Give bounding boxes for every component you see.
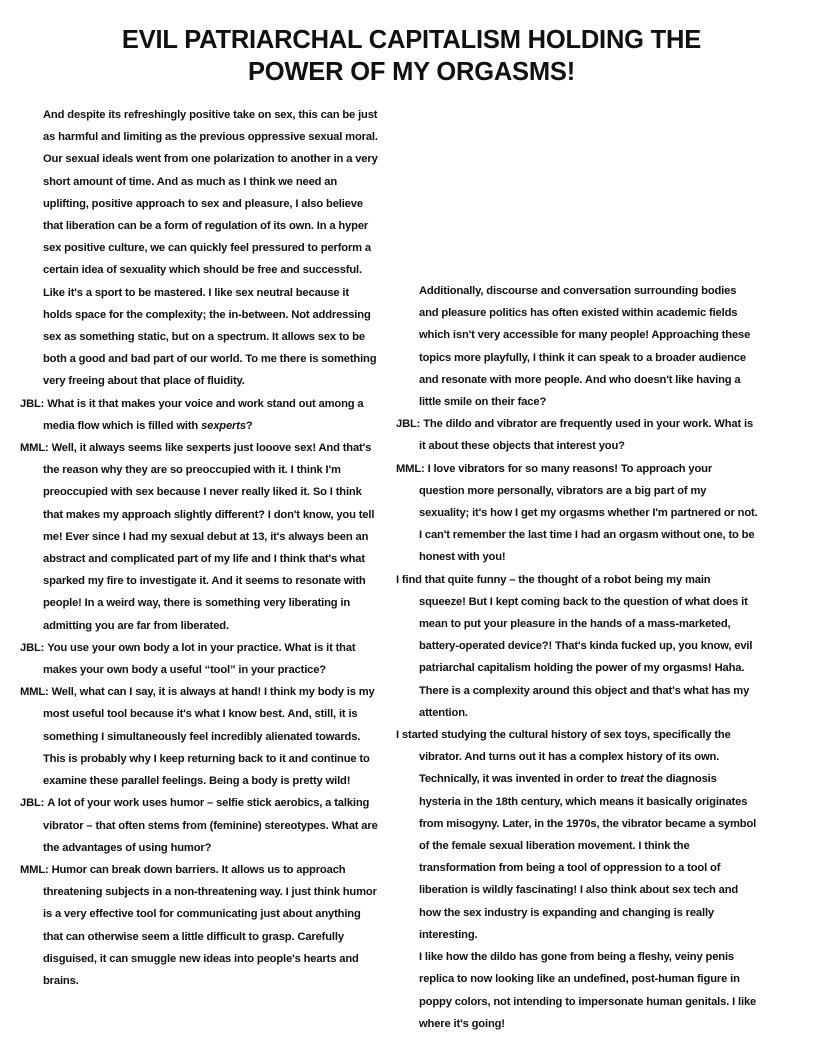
page-title [0, 24, 823, 88]
right-column [396, 280, 758, 1035]
question-text: A lot of your work uses humor – selfie stick aerobics, a talking vibrator – that often stems from (feminine) stereotypes. What are the advantages of using humor? [43, 797, 378, 854]
answer-text: Well, it always seems like sexperts just looove sex! And that's the reason why they are so preoccupied with it. I think I'm preoccupied with sex because I never really liked it. So I think that makes my approach slightly different? I don't know, you tell me! Ever since I had my sexual debut at 13, it's always been an abstract and complicated part of my life and I think that's what sparked my fire to investigate it. And it seems to resonate with people! In a weird way, there is something very liberating in admitting you are far from liberated. [43, 442, 375, 632]
answer-text: I love vibrators for so many reasons! To approach your question more personally, vibrators are a big part of my sexuality; it's how I get my orgasms whether I'm partnered or not. I can't remember the last time I had an orgasm without one, to be honest with you! [419, 462, 758, 564]
answer-4 [396, 458, 758, 569]
paragraph [396, 724, 758, 946]
answer-text: Well, what can I say, it is always at hand! I think my body is my most useful tool because it's what I know best. And, still, it is something I simultaneously feel incredibly alienated towards. This is probably why I keep returning back to it and continue to examine these parallel feelings. Being a body is pretty wild! [43, 686, 375, 788]
speaker-label: JBL: [20, 797, 48, 810]
paragraph: And despite its refreshingly positive take on sex, this can be just as harmful and limiting as the previous oppressive sexual moral. Our sexual ideals went from one polarization to another in a very short amount of time. And as much as I think we need an uplifting, positive approach to sex and pleasure, I also believe that liberation can be a form of regulation of its own. In a hyper sex positive culture, we can quickly feel pressured to perform a certain idea of sexuality which should be free and successful. Like it's a sport to be mastered. I like sex neutral because it holds space for the complexity; the in-between. Not addressing sex as something static, but on a spectrum. It allows sex to be both a good and bad part of our world. To me there is something very freeing about that place of fluidity. [43, 109, 378, 388]
question-text: You use your own body a lot in your practice. What is it that makes your own body a useful “tool” in your practice? [43, 641, 356, 677]
speaker-label: MML: [20, 442, 52, 455]
paragraph: I like how the dildo has gone from being a fleshy, veiny penis replica to now looking like an undefined, post-human figure in poppy colors, not intending to impersonate human genitals. I like where it's going! [419, 951, 757, 1030]
question-emphasis: sexperts [201, 419, 246, 432]
speaker-label: MML: [396, 462, 428, 475]
question-4 [396, 413, 758, 457]
speaker-label: JBL: [20, 397, 48, 410]
question-text: What is it that makes your voice and work stand out among a media flow which is filled with [43, 397, 364, 432]
paragraph: Additionally, discourse and conversation surrounding bodies and pleasure politics has often existed within academic fields which isn't very accessible for many people! Approaching these topics more playfully, I think it can speak to a broader audience and resonate with more people. And who doesn't like having a little smile on their face? [419, 285, 751, 409]
question-end: ? [245, 419, 253, 432]
answer-text: Humor can break down barriers. It allows us to approach threatening subjects in a non-threatening way. I just think humor is a very effective tool for communicating just about anything that can otherwise seem a little difficult to grasp. Carefully disguised, it can smuggle new ideas into people's hearts and brains. [43, 863, 377, 987]
paragraph: I find that quite funny – the thought of a robot being my main squeeze! But I kept coming back to the question of what does it mean to put your pleasure in the hands of a mass-marketed, battery-operated device?! That's kinda fucked up, you know, evil patriarchal capitalism holding the power of my orgasms! Haha. There is a complexity around this object and that's what has my attention. [396, 573, 753, 719]
question-2 [20, 637, 378, 681]
speaker-label: MML: [20, 863, 52, 876]
paragraph-emphasis: treat [620, 773, 644, 786]
paragraph-text: the diagnosis hysteria in the 18th century, which means it basically originates from misogyny. Later, in the 1970s, the vibrator became a symbol of the female sexual liberation movement. I think the transformation from being a tool of oppression to a tool of liberation is wildly fascinating! I also think about sex tech and how the sex industry is expanding and changing is really interesting. [419, 773, 757, 941]
title-line-2: POWER OF MY ORGASMS! [247, 58, 576, 86]
question-3 [20, 792, 378, 859]
speaker-label: JBL: [20, 641, 48, 654]
speaker-label: MML: [20, 686, 52, 699]
question-1 [20, 393, 378, 437]
answer-2 [20, 681, 378, 792]
title-line-1: EVIL PATRIARCHAL CAPITALISM HOLDING THE [121, 26, 702, 54]
question-text: The dildo and vibrator are frequently used in your work. What is it about these objects that interest you? [419, 418, 754, 453]
paragraph-text: I started studying the cultural history of sex toys, specifically the vibrator. And turns out it has a complex history of its own. Technically, it was invented in order to [396, 729, 731, 786]
left-column [20, 104, 378, 992]
answer-1 [20, 437, 378, 637]
speaker-label: JBL: [396, 418, 424, 431]
answer-3 [20, 859, 378, 992]
